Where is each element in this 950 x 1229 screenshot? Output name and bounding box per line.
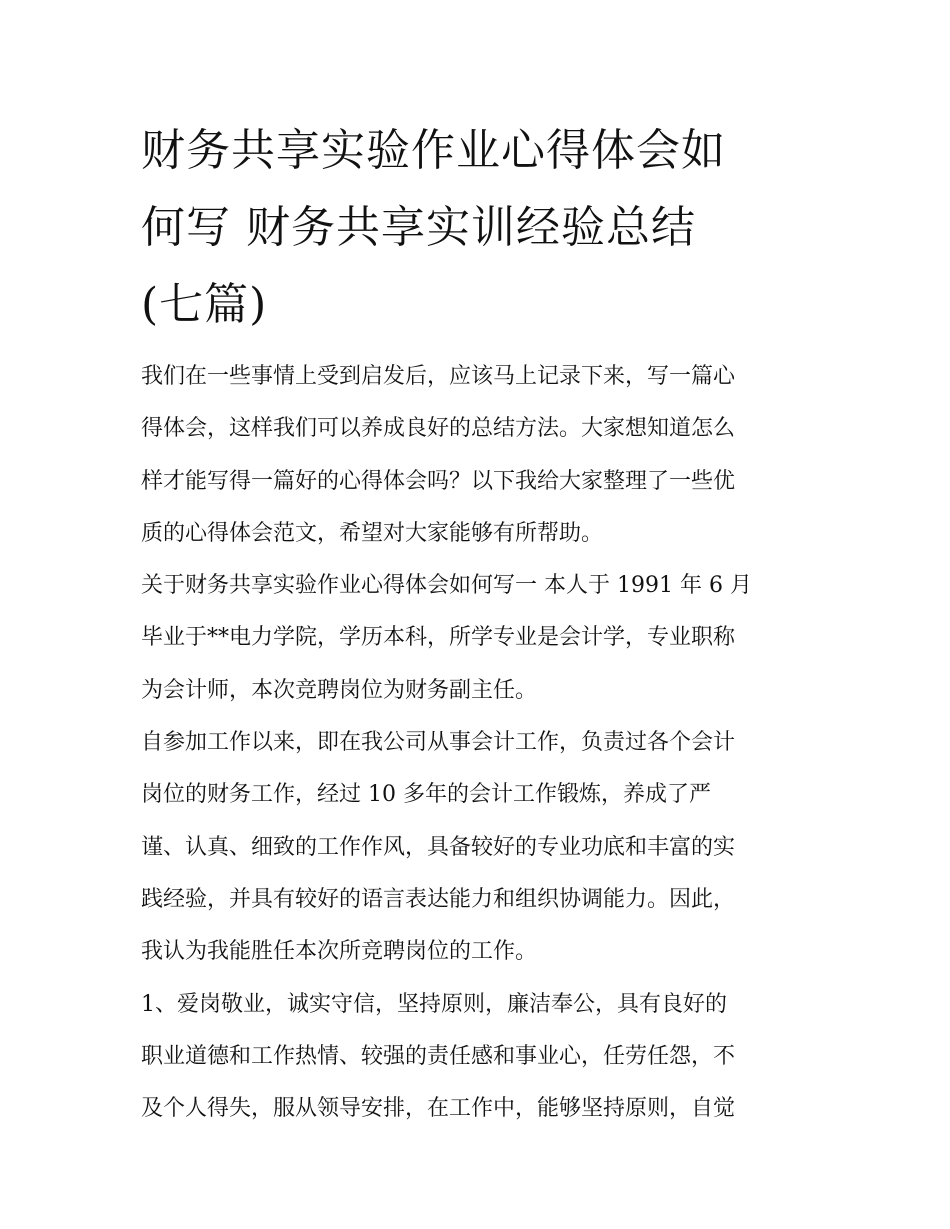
document-page	[141, 112, 816, 1135]
text-line: 践经验，并具有较好的语言表达能力和组织协调能力。因此，	[141, 886, 736, 912]
intro-paragraph	[141, 351, 816, 560]
title-line: 何写 财务共享实训经验总结	[141, 202, 696, 253]
text-line: 1、爱岗敬业，诚实守信，坚持原则，廉洁奉公，具有良好的	[141, 991, 727, 1017]
text-line: 岗位的财务工作，经过 10 多年的会计工作锻炼，养成了严	[141, 782, 711, 808]
numbered-point-paragraph	[141, 979, 816, 1136]
text-line: 我认为我能胜任本次所竞聘岗位的工作。	[141, 939, 538, 965]
section-one-paragraph	[141, 560, 816, 717]
document-body	[141, 351, 816, 1135]
title-line: (七篇)	[141, 279, 268, 330]
title-line: 财务共享实验作业心得体会如	[141, 125, 726, 176]
text-line: 自参加工作以来，即在我公司从事会计工作，负责过各个会计	[141, 730, 736, 756]
text-line: 谨、认真、细致的工作作风，具备较好的专业功底和丰富的实	[141, 834, 736, 860]
text-line: 职业道德和工作热情、较强的责任感和事业心，任劳任怨，不	[141, 1043, 736, 1069]
text-line: 质的心得体会范文，希望对大家能够有所帮助。	[141, 520, 604, 546]
text-line: 为会计师，本次竞聘岗位为财务副主任。	[141, 677, 538, 703]
text-line: 得体会，这样我们可以养成良好的总结方法。大家想知道怎么	[141, 416, 736, 442]
text-line: 及个人得失，服从领导安排，在工作中，能够坚持原则，自觉	[141, 1096, 736, 1122]
work-experience-paragraph	[141, 717, 816, 978]
document-title	[141, 112, 816, 343]
text-line: 样才能写得一篇好的心得体会吗？以下我给大家整理了一些优	[141, 468, 736, 494]
text-line: 关于财务共享实验作业心得体会如何写一 本人于 1991 年 6 月	[141, 573, 752, 599]
text-line: 我们在一些事情上受到启发后，应该马上记录下来，写一篇心	[141, 364, 736, 389]
text-line: 毕业于**电力学院，学历本科，所学专业是会计学，专业职称	[141, 625, 736, 651]
